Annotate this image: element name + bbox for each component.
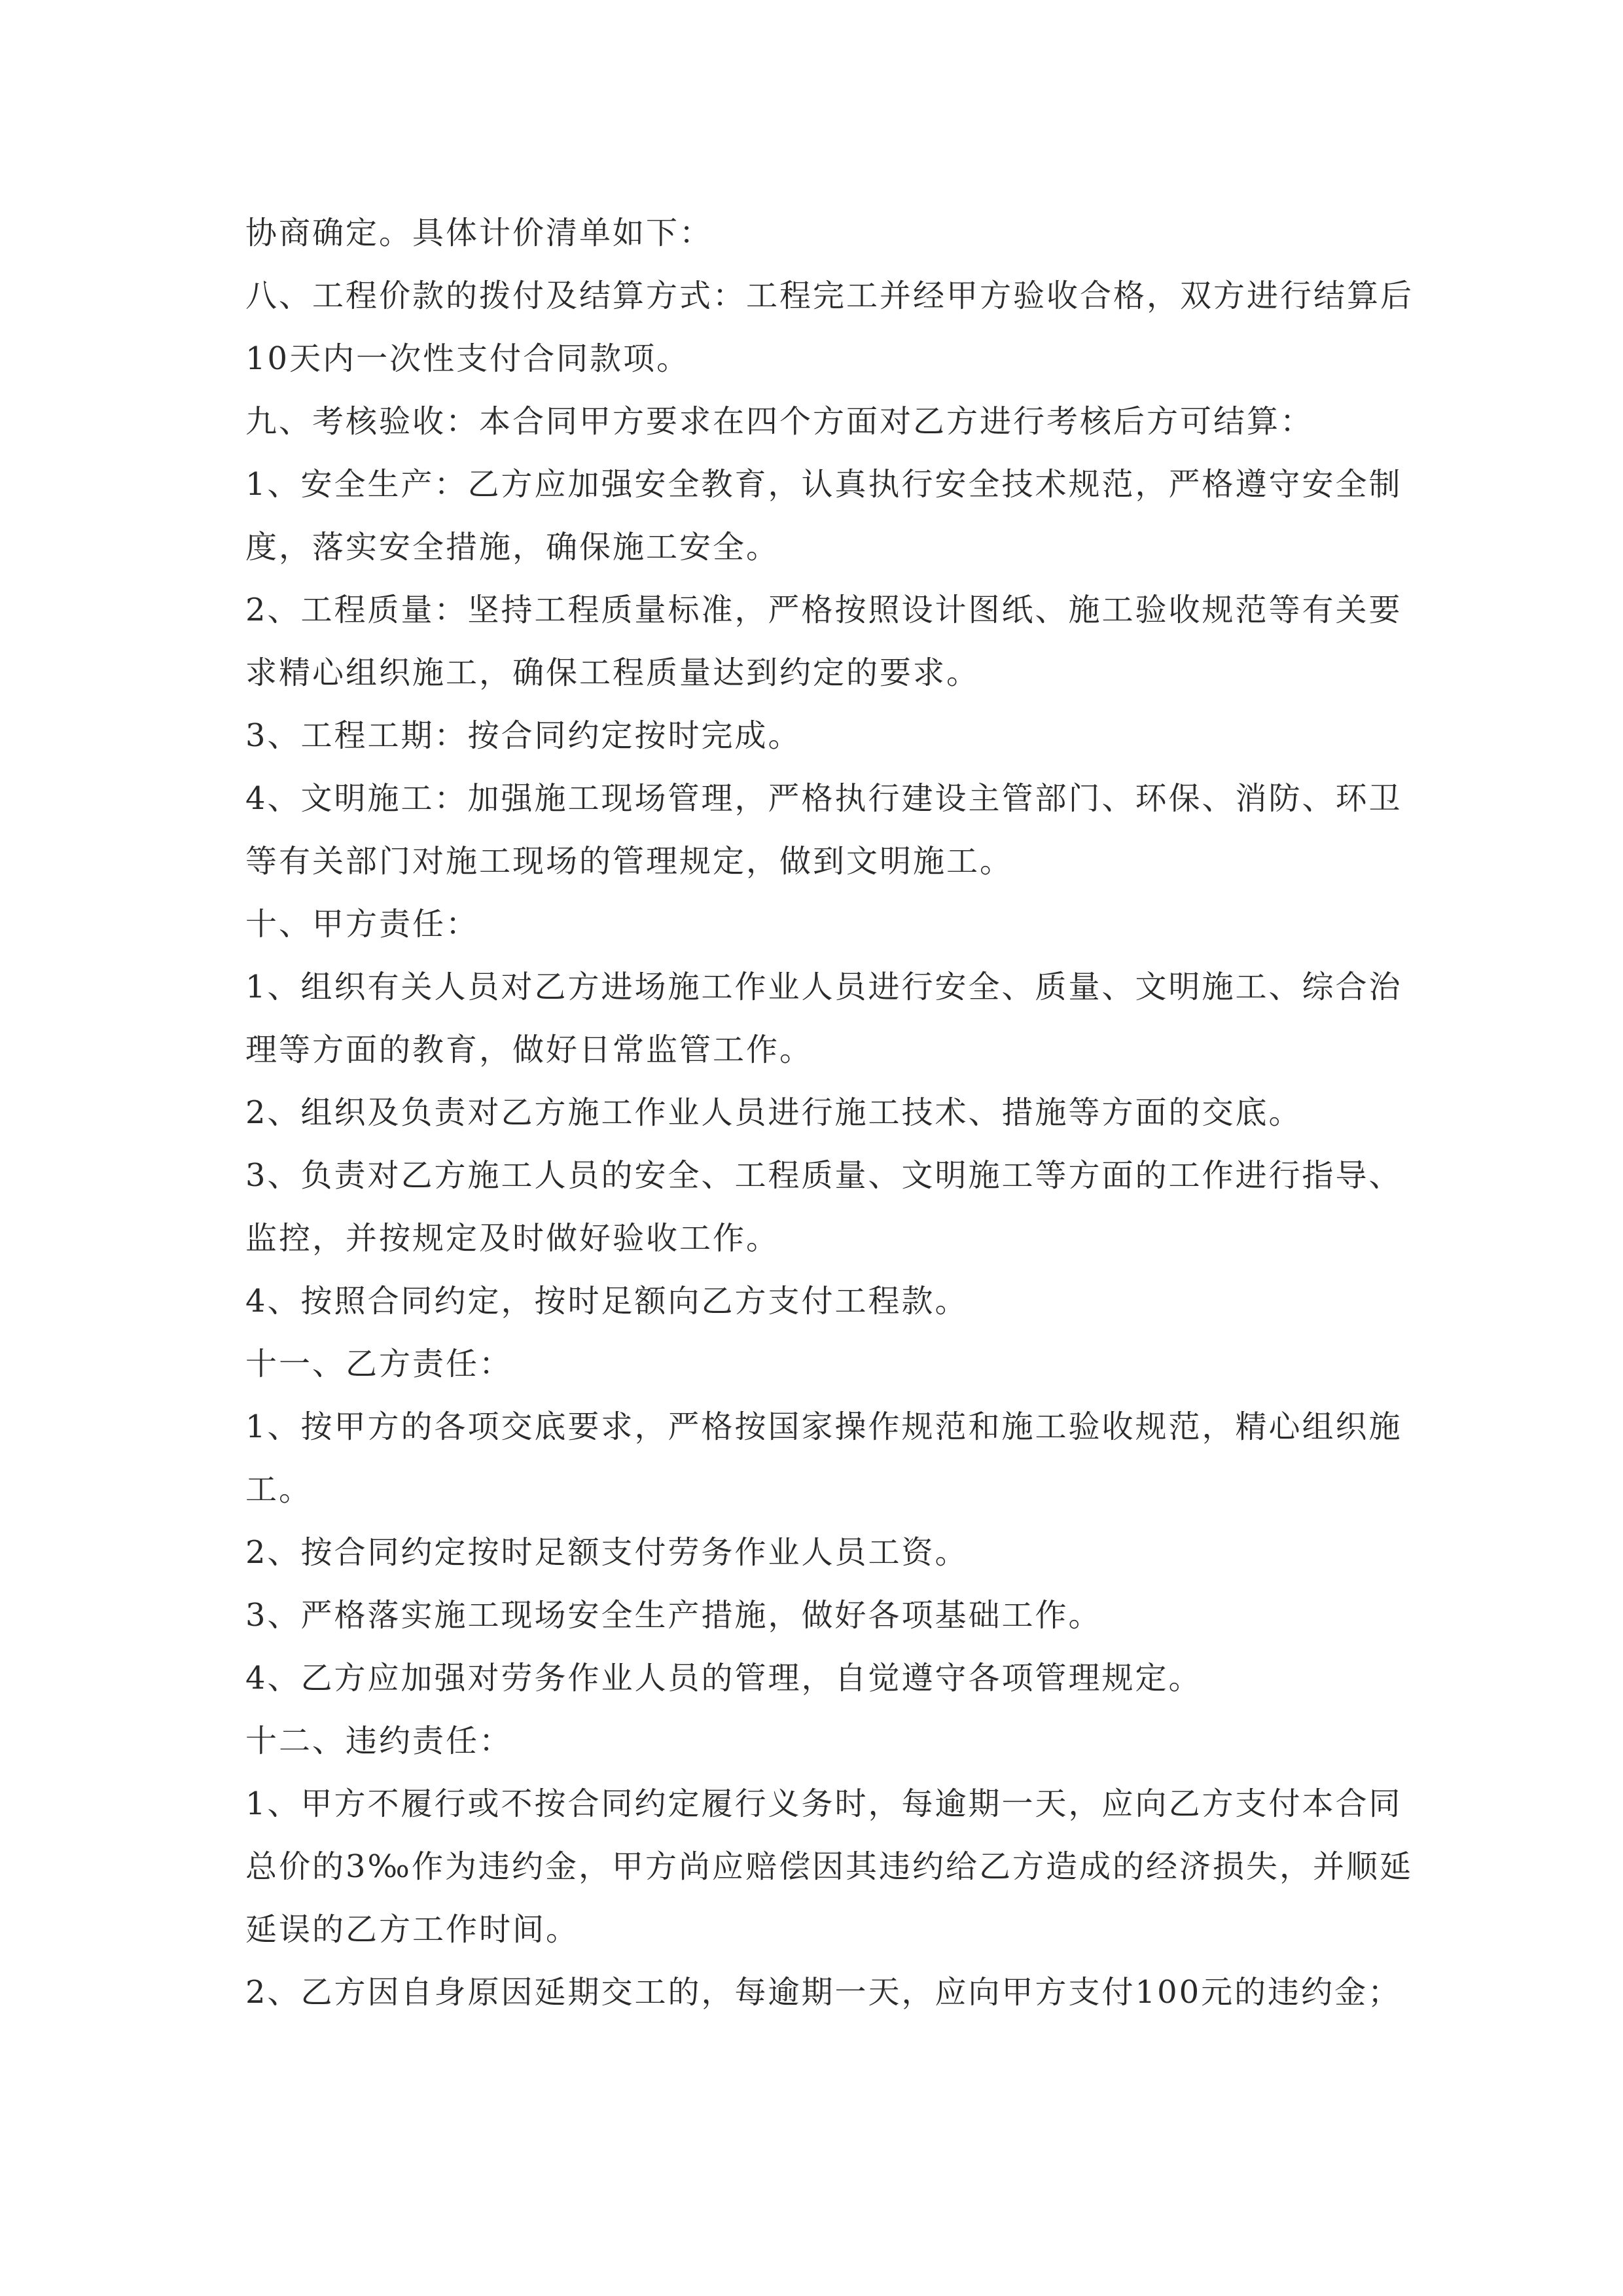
text-line: 4、按照合同约定，按时足额向乙方支付工程款。 (245, 1283, 969, 1319)
text-line: 3、负责对乙方施工人员的安全、工程质量、文明施工等方面的工作进行指导、 (245, 1157, 1402, 1194)
text-line: 总价的3‰作为违约金，甲方尚应赔偿因其违约给乙方造成的经济损失，并顺延 (245, 1848, 1413, 1885)
section-heading: 十二、违约责任： (245, 1723, 513, 1759)
text-line: 2、工程质量：坚持工程质量标准，严格按照设计图纸、施工验收规范等有关要 (245, 592, 1402, 628)
text-line: 1、组织有关人员对乙方进场施工作业人员进行安全、质量、文明施工、综合治 (245, 969, 1402, 1005)
text-line: 4、乙方应加强对劳务作业人员的管理，自觉遵守各项管理规定。 (245, 1660, 1202, 1696)
text-line: 八、工程价款的拨付及结算方式：工程完工并经甲方验收合格，双方进行结算后 (245, 278, 1414, 314)
text-line: 工。 (245, 1471, 313, 1508)
text-line: 3、工程工期：按合同约定按时完成。 (245, 717, 802, 754)
section-heading: 十一、乙方责任： (245, 1346, 513, 1382)
text-line: 2、乙方因自身原因延期交工的，每逾期一天，应向甲方支付100元的违约金； (245, 1974, 1402, 2011)
text-line: 1、安全生产：乙方应加强安全教育，认真执行安全技术规范，严格遵守安全制 (245, 466, 1402, 503)
text-line: 度，落实安全措施，确保施工安全。 (245, 529, 780, 565)
text-line: 4、文明施工：加强施工现场管理，严格执行建设主管部门、环保、消防、环卫 (245, 780, 1402, 817)
text-line: 监控，并按规定及时做好验收工作。 (245, 1220, 780, 1257)
text-line: 延误的乙方工作时间。 (245, 1911, 580, 1948)
section-heading: 九、考核验收：本合同甲方要求在四个方面对乙方进行考核后方可结算： (245, 403, 1314, 440)
text-line: 3、严格落实施工现场安全生产措施，做好各项基础工作。 (245, 1597, 1102, 1634)
text-line: 求精心组织施工，确保工程质量达到约定的要求。 (245, 655, 980, 691)
text-line: 1、按甲方的各项交底要求，严格按国家操作规范和施工验收规范，精心组织施 (245, 1408, 1402, 1445)
text-line: 等有关部门对施工现场的管理规定，做到文明施工。 (245, 843, 1014, 880)
contract-text (245, 202, 1414, 2024)
text-line: 协商确定。具体计价清单如下： (245, 215, 713, 251)
text-line: 1、甲方不履行或不按合同约定履行义务时，每逾期一天，应向乙方支付本合同 (245, 1785, 1402, 1822)
text-line: 2、按合同约定按时足额支付劳务作业人员工资。 (245, 1534, 969, 1571)
text-line: 10天内一次性支付合同款项。 (245, 340, 690, 377)
text-line: 理等方面的教育，做好日常监管工作。 (245, 1031, 813, 1068)
text-line: 2、组织及负责对乙方施工作业人员进行施工技术、措施等方面的交底。 (245, 1094, 1302, 1131)
section-heading: 十、甲方责任： (245, 906, 480, 942)
